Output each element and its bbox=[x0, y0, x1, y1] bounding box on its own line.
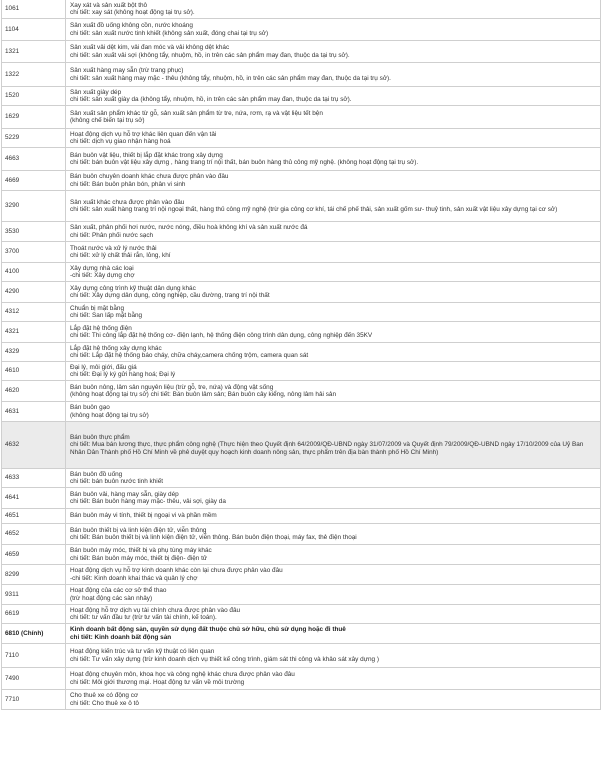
table-row bbox=[2, 41, 601, 63]
industry-detail: chi tiết: San lấp mặt bằng bbox=[70, 312, 143, 319]
industry-detail: chi tiết: Cho thuê xe ô tô bbox=[70, 699, 139, 707]
table-row bbox=[2, 545, 601, 565]
table-row bbox=[2, 63, 601, 87]
industry-code: 4631 bbox=[2, 402, 66, 422]
industry-code: 1104 bbox=[2, 19, 66, 41]
industry-title: Bán buôn đồ uống bbox=[70, 470, 123, 478]
table-row bbox=[2, 222, 601, 242]
industry-code: 4663 bbox=[2, 148, 66, 171]
industry-title: Hoạt động của các cơ sở thể thao bbox=[70, 587, 167, 595]
industry-description bbox=[66, 282, 601, 303]
industry-description bbox=[66, 381, 601, 402]
industry-title: Hoạt động kiến trúc và tư vấn kỹ thuật có liên quan bbox=[70, 648, 215, 656]
business-lines-table bbox=[1, 0, 601, 710]
industry-description bbox=[66, 148, 601, 171]
industry-code: 3700 bbox=[2, 242, 66, 263]
industry-detail: chi tiết: Bán buôn thiết bị và linh kiện điện tử, viễn thông. Bán buôn điện thoại, máy fax, thẻ điện thoại bbox=[70, 534, 357, 541]
industry-title: Thoát nước và xử lý nước thải bbox=[70, 244, 157, 252]
industry-detail: chi tiết: sản xuất vải sợi (không tẩy, nhuộm, hồ, in trên các sản phẩm may đan, thuộc da tại trụ sở). bbox=[70, 51, 350, 59]
industry-detail: chi tiết: Mua bán lương thực, thực phẩm công nghệ (Thực hiện theo Quyết định 64/2009/QĐ-UBND ngày 31/07/2009 và Quyết định 79/2009/QĐ-UBND ngày 17/10/2009 của Uỷ Ban Nhân Dân Thành phố Hồ Chí Minh về phê duyệt quy hoạch kinh doanh nông sản, thực phẩm trên địa bàn thành phố Hồ Chí Minh) bbox=[70, 441, 584, 456]
industry-description bbox=[66, 469, 601, 488]
industry-title: Bán buôn gạo bbox=[70, 404, 110, 412]
industry-title: Hoạt động dịch vụ hỗ trợ kinh doanh khác còn lại chưa được phân vào đâu bbox=[70, 567, 283, 575]
industry-detail: chi tiết: Phân phối nước sạch bbox=[70, 231, 154, 239]
industry-code: 3530 bbox=[2, 222, 66, 242]
industry-title: Sản xuất vải dệt kim, vải đan móc và vải không dệt khác bbox=[70, 44, 230, 52]
industry-detail: chi tiết: Lắp đặt hệ thống báo cháy, chữa cháy,camera chống trộm, camera quan sát bbox=[70, 352, 309, 359]
industry-title: Kinh doanh bất động sản, quyền sử dụng đất thuộc chủ sở hữu, chủ sử dụng hoặc đi thuê bbox=[70, 626, 346, 634]
industry-detail: chi tiết: tư vấn đầu tư (trừ tư vấn tài chính, kế toán). bbox=[70, 614, 217, 621]
industry-code: 7110 bbox=[2, 644, 66, 668]
industry-title: Chuẩn bị mặt bằng bbox=[70, 304, 125, 312]
industry-description bbox=[66, 524, 601, 545]
industry-code: 8299 bbox=[2, 565, 66, 585]
industry-detail: chi tiết: xử lý chất thải rắn, lỏng, khí bbox=[70, 252, 171, 259]
industry-code: 4632 bbox=[2, 422, 66, 469]
table-row bbox=[2, 106, 601, 129]
industry-title: Xây dựng nhà các loại bbox=[70, 264, 134, 272]
industry-description bbox=[66, 242, 601, 263]
industry-description bbox=[66, 362, 601, 381]
table-row bbox=[2, 565, 601, 585]
industry-description bbox=[66, 191, 601, 222]
industry-title: Bán buôn chuyên doanh khác chưa được phân vào đâu bbox=[70, 173, 229, 181]
industry-detail: chi tiết: sản xuất nước tinh khiết (không sản xuất, đóng chai tại trụ sở) bbox=[70, 29, 269, 37]
table-row bbox=[2, 362, 601, 381]
industry-title: Bán buôn vật liệu, thiết bị lắp đặt khác trong xây dựng bbox=[70, 151, 223, 159]
table-row bbox=[2, 19, 601, 41]
industry-description bbox=[66, 87, 601, 106]
industry-code: 6810 (Chính) bbox=[2, 624, 66, 644]
industry-detail: chi tiết: dịch vụ giao nhận hàng hoá bbox=[70, 138, 171, 145]
table-row bbox=[2, 524, 601, 545]
industry-detail: chi tiết: Bán buôn phân bón, phân vi sinh bbox=[70, 180, 186, 188]
industry-description bbox=[66, 106, 601, 129]
industry-description bbox=[66, 322, 601, 343]
industry-code: 4633 bbox=[2, 469, 66, 488]
industry-description bbox=[66, 63, 601, 87]
table-row bbox=[2, 402, 601, 422]
table-row bbox=[2, 129, 601, 148]
table-row bbox=[2, 605, 601, 624]
industry-description bbox=[66, 263, 601, 282]
industry-title: Lắp đặt hệ thống xây dựng khác bbox=[70, 344, 162, 352]
industry-description bbox=[66, 422, 601, 469]
table-row bbox=[2, 509, 601, 524]
industry-detail: chi tiết: Bán buôn máy móc, thiết bị điện- điện tử bbox=[70, 554, 208, 562]
industry-code: 4312 bbox=[2, 303, 66, 322]
industry-description bbox=[66, 19, 601, 41]
industry-code: 4610 bbox=[2, 362, 66, 381]
industry-detail: chi tiết: Thi công lắp đặt hệ thống cơ- điện lạnh, hệ thống điện công trình dân dụng, công nghiệp đến 35KV bbox=[70, 332, 373, 339]
industry-title: Lắp đặt hệ thống điện bbox=[70, 324, 132, 332]
industry-title: Cho thuê xe có động cơ bbox=[70, 692, 139, 700]
industry-title: Bán buôn máy vi tính, thiết bị ngoại vi và phần mềm bbox=[70, 512, 217, 520]
industry-code: 4652 bbox=[2, 524, 66, 545]
table-row bbox=[2, 282, 601, 303]
industry-description bbox=[66, 222, 601, 242]
table-row bbox=[2, 690, 601, 710]
table-row bbox=[2, 469, 601, 488]
table-row bbox=[2, 322, 601, 343]
industry-code: 4669 bbox=[2, 171, 66, 191]
industry-code: 4641 bbox=[2, 488, 66, 509]
industry-description bbox=[66, 668, 601, 690]
table-row bbox=[2, 303, 601, 322]
industry-description bbox=[66, 343, 601, 362]
industry-description bbox=[66, 624, 601, 644]
industry-title: Bán buôn máy móc, thiết bị và phụ tùng máy khác bbox=[70, 547, 212, 555]
industry-code: 1321 bbox=[2, 41, 66, 63]
industry-title: Bán buôn nông, lâm sản nguyên liệu (trừ gỗ, tre, nứa) và động vật sống bbox=[70, 383, 274, 391]
industry-title: Hoạt động dịch vụ hỗ trợ khác liên quan đến vận tải bbox=[70, 130, 217, 138]
industry-detail: chi tiết: Môi giới thương mại. Hoạt động tư vấn về môi trường bbox=[70, 678, 245, 686]
industry-title: Sản xuất khác chưa được phân vào đâu bbox=[70, 198, 185, 206]
industry-code: 6619 bbox=[2, 605, 66, 624]
industry-title: Đại lý, môi giới, đấu giá bbox=[70, 363, 137, 371]
table-row bbox=[2, 263, 601, 282]
table-row bbox=[2, 381, 601, 402]
industry-title: Sản xuất, phân phối hơi nước, nước nóng, điều hoà không khí và sản xuất nước đá bbox=[70, 224, 308, 232]
table-row bbox=[2, 668, 601, 690]
industry-code: 7490 bbox=[2, 668, 66, 690]
industry-title: Hoạt động chuyên môn, khoa học và công nghệ khác chưa được phân vào đâu bbox=[70, 671, 295, 679]
industry-description bbox=[66, 41, 601, 63]
industry-detail: chi tiết: sản xuất giày da (không tẩy, nhuộm, hồ, in trên các sản phẩm may đan, thuộc da tại trụ sở). bbox=[70, 96, 352, 103]
industry-detail: (trừ hoạt động các sàn nhảy) bbox=[70, 594, 153, 602]
industry-code: 4329 bbox=[2, 343, 66, 362]
industry-title: Hoạt động hỗ trợ dịch vụ tài chính chưa được phân vào đâu bbox=[70, 606, 241, 614]
industry-title: Sản xuất hàng may sẵn (trừ trang phục) bbox=[70, 67, 184, 75]
industry-description bbox=[66, 565, 601, 585]
industry-code: 4100 bbox=[2, 263, 66, 282]
table-row bbox=[2, 422, 601, 469]
industry-description bbox=[66, 402, 601, 422]
industry-detail: -chi tiết: Kinh doanh khai thác và quản lý chợ bbox=[70, 574, 198, 582]
table-row bbox=[2, 191, 601, 222]
industry-detail: (không chế biến tại trụ sở) bbox=[70, 117, 145, 124]
industry-description bbox=[66, 171, 601, 191]
table-row bbox=[2, 171, 601, 191]
industry-title: Bán buôn vải, hàng may sẵn, giày dép bbox=[70, 490, 179, 498]
industry-code: 4651 bbox=[2, 509, 66, 524]
table-row bbox=[2, 343, 601, 362]
industry-code: 4290 bbox=[2, 282, 66, 303]
industry-detail: (không hoạt động tại trụ sở) bbox=[70, 411, 149, 419]
table-row bbox=[2, 644, 601, 668]
industry-code: 9311 bbox=[2, 585, 66, 605]
industry-description bbox=[66, 644, 601, 668]
industry-description bbox=[66, 605, 601, 624]
industry-code: 5229 bbox=[2, 129, 66, 148]
industry-title: Sản xuất đồ uống không cồn, nước khoáng bbox=[70, 22, 193, 30]
table-row bbox=[2, 242, 601, 263]
industry-description bbox=[66, 488, 601, 509]
industry-description bbox=[66, 129, 601, 148]
table-row bbox=[2, 87, 601, 106]
industry-detail: (không hoạt động tại trụ sở) chi tiết: Bán buôn lâm sản; Bán buôn cây kiểng, nông lâm hải sản bbox=[70, 391, 337, 398]
industry-code: 1520 bbox=[2, 87, 66, 106]
industry-description bbox=[66, 690, 601, 710]
industry-detail: chi tiết: bán buôn nước tinh khiết bbox=[70, 478, 164, 485]
industry-description bbox=[66, 509, 601, 524]
table-row bbox=[2, 488, 601, 509]
industry-code: 4659 bbox=[2, 545, 66, 565]
industry-detail: chi tiết: Tư vấn xây dựng (trừ kinh doanh dịch vụ thiết kế công trình, giám sát thi công và khảo sát xây dựng ) bbox=[70, 655, 379, 663]
industry-code: 1061 bbox=[2, 0, 66, 19]
industry-detail: chi tiết: bán buôn vật liệu xây dựng , hàng trang trí nội thất, bán buôn hàng thủ công mỹ nghệ. (không hoạt động tại trụ sở). bbox=[70, 159, 419, 166]
industry-title: Bán buôn thực phẩm bbox=[70, 434, 130, 442]
industry-detail: chi tiết: sản xuất hàng trang trí nội ngoại thất, hàng thủ công mỹ nghệ (trừ gia công cơ khí, tái chế phế thải, sản xuất gốm sư- thuỷ tinh, sản xuất vật liệu xây dựng tại cơ sở) bbox=[70, 206, 558, 213]
table-row bbox=[2, 0, 601, 19]
industry-detail: -chi tiết: Xây dựng chợ bbox=[70, 272, 135, 279]
industry-code: 1322 bbox=[2, 63, 66, 87]
industry-title: Xây dựng công trình kỹ thuật dân dụng khác bbox=[70, 284, 196, 292]
industry-code: 1629 bbox=[2, 106, 66, 129]
table-row bbox=[2, 624, 601, 644]
industry-detail: chi tiết: xay sát (không hoạt động tại trụ sở). bbox=[70, 9, 195, 16]
industry-description bbox=[66, 303, 601, 322]
industry-code: 4620 bbox=[2, 381, 66, 402]
industry-code: 7710 bbox=[2, 690, 66, 710]
industry-title: Bán buôn thiết bị và linh kiện điện tử, viễn thông bbox=[70, 526, 207, 534]
industry-detail: chi tiết: sản xuất hàng may mặc - thêu (không tẩy, nhuộm, hồ, in trên các sản phẩm may đan, thuộc da tại trụ sở). bbox=[70, 74, 391, 82]
industry-description bbox=[66, 0, 601, 19]
industry-title: Sản xuất giày dép bbox=[70, 88, 122, 96]
table-row bbox=[2, 585, 601, 605]
industry-title: Sản xuất sản phẩm khác từ gỗ, sản xuất sản phẩm từ tre, nứa, rơm, rạ và vật liệu tết bện bbox=[70, 109, 323, 117]
industry-description bbox=[66, 585, 601, 605]
industry-detail: chi tiết: Xây dựng dân dụng, công nghiệp, cầu đường, trang trí nội thất bbox=[70, 292, 270, 299]
industry-code: 4321 bbox=[2, 322, 66, 343]
industry-detail: chi tiết: Bán buôn hàng may mặc- thêu, vải sợi, giày da bbox=[70, 498, 226, 505]
industry-detail: chi tiết: Kinh doanh bất động sản bbox=[70, 633, 172, 641]
industry-detail: chi tiết: Đại lý ký gửi hàng hoá; Đại lý bbox=[70, 371, 176, 378]
industry-code: 3290 bbox=[2, 191, 66, 222]
industry-description bbox=[66, 545, 601, 565]
industry-title: Xay xát và sản xuất bột thô bbox=[70, 1, 148, 9]
table-row bbox=[2, 148, 601, 171]
business-lines-body bbox=[2, 0, 601, 710]
